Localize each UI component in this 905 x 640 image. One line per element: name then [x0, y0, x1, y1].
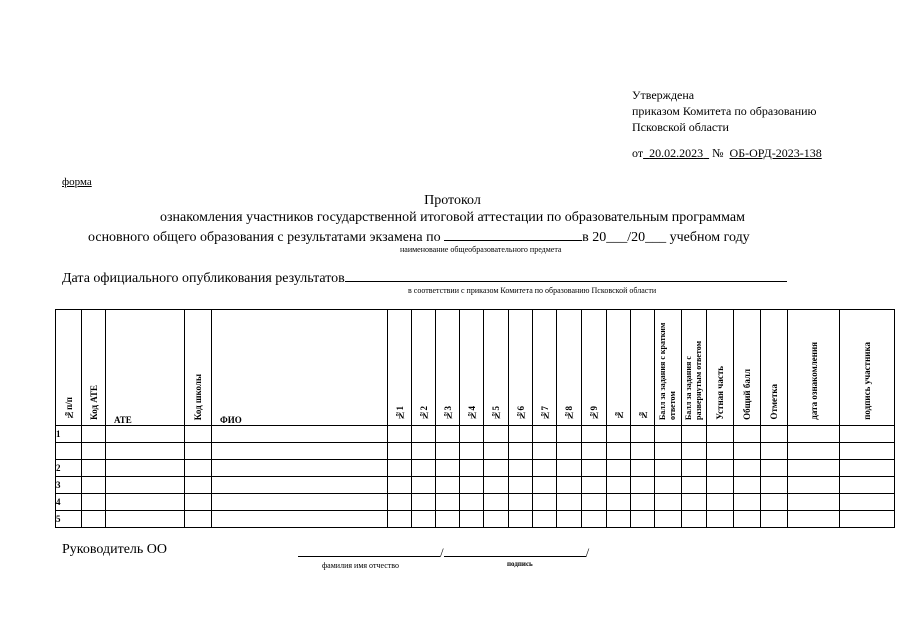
table-cell[interactable]: [607, 460, 631, 477]
table-row: [56, 460, 895, 477]
table-cell[interactable]: [388, 426, 412, 443]
table-cell[interactable]: [106, 511, 185, 528]
name-hint: фамилия имя отчество: [322, 561, 399, 570]
subject-blank[interactable]: [444, 228, 582, 241]
name-blank[interactable]: [298, 544, 440, 557]
col-header-num: №п/п: [56, 310, 82, 426]
table-cell[interactable]: [82, 460, 106, 477]
table-cell[interactable]: [761, 443, 788, 460]
col-header-oral: Устная часть: [707, 310, 734, 426]
signature-line: / /: [298, 544, 589, 561]
col-header-task: №3: [436, 310, 460, 426]
table-cell[interactable]: [682, 443, 707, 460]
order-prefix: от: [632, 146, 644, 160]
table-cell[interactable]: [631, 511, 655, 528]
table-cell[interactable]: [412, 477, 436, 494]
table-cell[interactable]: [631, 460, 655, 477]
table-cell[interactable]: [185, 477, 212, 494]
table-cell[interactable]: [388, 443, 412, 460]
table-cell[interactable]: [460, 494, 484, 511]
table-cell[interactable]: [707, 460, 734, 477]
table-cell[interactable]: [734, 426, 761, 443]
col-header-task: №9: [582, 310, 607, 426]
table-cell[interactable]: [682, 460, 707, 477]
col-header-task: №2: [412, 310, 436, 426]
table-cell[interactable]: [655, 426, 682, 443]
table-cell[interactable]: [582, 426, 607, 443]
table-cell[interactable]: [655, 460, 682, 477]
table-row: [56, 511, 895, 528]
table-cell[interactable]: [582, 477, 607, 494]
table-cell[interactable]: [840, 426, 895, 443]
table-cell[interactable]: [185, 511, 212, 528]
table-cell[interactable]: [607, 494, 631, 511]
table-cell[interactable]: [412, 494, 436, 511]
col-header-school-code: Код школы: [185, 310, 212, 426]
table-cell[interactable]: [682, 477, 707, 494]
table-cell[interactable]: [460, 477, 484, 494]
table-cell[interactable]: [734, 477, 761, 494]
col-header-short-answer: Балл за задания с кратким ответом: [655, 310, 682, 426]
table-cell[interactable]: [607, 426, 631, 443]
table-cell[interactable]: [761, 511, 788, 528]
table-cell[interactable]: [788, 511, 840, 528]
table-cell[interactable]: [607, 443, 631, 460]
table-cell[interactable]: [582, 494, 607, 511]
approval-line: Псковской области: [632, 120, 729, 134]
table-cell[interactable]: [388, 511, 412, 528]
table-cell[interactable]: [761, 426, 788, 443]
table-cell[interactable]: [106, 460, 185, 477]
table-cell[interactable]: [533, 511, 557, 528]
table-cell[interactable]: [533, 443, 557, 460]
table-cell[interactable]: [557, 511, 582, 528]
table-cell[interactable]: [734, 443, 761, 460]
table-cell[interactable]: [682, 426, 707, 443]
protocol-subject-line: основного общего образования с результатами экзамена по в 20___/20___ учебном году: [88, 230, 750, 245]
table-cell[interactable]: [484, 460, 509, 477]
table-cell[interactable]: [484, 443, 509, 460]
col-header-task: №7: [533, 310, 557, 426]
table-cell[interactable]: [761, 494, 788, 511]
table-cell[interactable]: [185, 460, 212, 477]
table-cell[interactable]: [682, 511, 707, 528]
table-cell[interactable]: [582, 443, 607, 460]
subject-hint: наименование общеобразовательного предмета: [400, 245, 562, 254]
table-cell[interactable]: [388, 494, 412, 511]
table-cell[interactable]: [655, 494, 682, 511]
row-number: 4: [56, 494, 82, 511]
table-cell[interactable]: [533, 494, 557, 511]
table-cell[interactable]: [82, 426, 106, 443]
col-header-ate: АТЕ: [106, 310, 185, 426]
col-header-task: №: [631, 310, 655, 426]
table-cell[interactable]: [631, 426, 655, 443]
table-cell[interactable]: [106, 443, 185, 460]
col-header-task: №5: [484, 310, 509, 426]
table-cell[interactable]: [707, 443, 734, 460]
table-cell[interactable]: [212, 494, 388, 511]
table-cell[interactable]: [412, 511, 436, 528]
table-cell[interactable]: [460, 443, 484, 460]
order-reference: [632, 146, 822, 161]
table-cell[interactable]: [388, 477, 412, 494]
approval-block: [632, 87, 817, 135]
table-cell[interactable]: [436, 494, 460, 511]
table-cell[interactable]: [840, 494, 895, 511]
form-label: форма: [62, 176, 92, 188]
col-header-task: №6: [509, 310, 533, 426]
table-cell[interactable]: [82, 511, 106, 528]
table-cell[interactable]: [388, 460, 412, 477]
col-header-total: Общий балл: [734, 310, 761, 426]
table-cell[interactable]: [734, 494, 761, 511]
table-cell[interactable]: [734, 511, 761, 528]
table-cell[interactable]: [212, 511, 388, 528]
table-cell[interactable]: [734, 460, 761, 477]
table-cell[interactable]: [707, 511, 734, 528]
table-cell[interactable]: [788, 426, 840, 443]
col-header-signature: подпись участника: [840, 310, 895, 426]
table-cell[interactable]: [436, 426, 460, 443]
table-cell[interactable]: [484, 494, 509, 511]
results-table: [55, 309, 895, 528]
row-number: 2: [56, 460, 82, 477]
table-cell[interactable]: [557, 426, 582, 443]
table-row: [56, 426, 895, 443]
table-cell[interactable]: [185, 443, 212, 460]
table-cell[interactable]: [840, 477, 895, 494]
col-header-task: №: [607, 310, 631, 426]
table-cell[interactable]: [460, 511, 484, 528]
table-cell[interactable]: [412, 426, 436, 443]
row-number: 3: [56, 477, 82, 494]
table-cell[interactable]: [436, 511, 460, 528]
table-cell[interactable]: [460, 460, 484, 477]
order-date: 20.02.2023: [649, 146, 704, 160]
signature-blank[interactable]: [444, 544, 586, 557]
table-row: [56, 494, 895, 511]
col-header-task: №4: [460, 310, 484, 426]
table-cell[interactable]: [707, 477, 734, 494]
table-cell[interactable]: [655, 443, 682, 460]
publish-date-blank[interactable]: [345, 269, 787, 282]
table-cell[interactable]: [582, 511, 607, 528]
row-number: [56, 443, 82, 460]
table-cell[interactable]: [840, 511, 895, 528]
table-cell[interactable]: [212, 426, 388, 443]
table-cell[interactable]: [484, 426, 509, 443]
table-cell[interactable]: [607, 477, 631, 494]
table-header-row: [56, 310, 895, 426]
table-cell[interactable]: [82, 494, 106, 511]
table-cell[interactable]: [557, 443, 582, 460]
col-header-mark: Отметка: [761, 310, 788, 426]
table-cell[interactable]: [82, 443, 106, 460]
sign-hint: подпись: [507, 560, 533, 568]
table-cell[interactable]: [840, 443, 895, 460]
table-cell[interactable]: [212, 477, 388, 494]
table-cell[interactable]: [655, 477, 682, 494]
table-cell[interactable]: [436, 443, 460, 460]
table-cell[interactable]: [436, 460, 460, 477]
table-cell[interactable]: [106, 426, 185, 443]
table-cell[interactable]: [557, 494, 582, 511]
table-cell[interactable]: [212, 443, 388, 460]
col-header-ack-date: дата ознакомления: [788, 310, 840, 426]
table-row: [56, 477, 895, 494]
table-row: [56, 443, 895, 460]
order-number-label: №: [712, 146, 724, 160]
publish-date-line: [62, 269, 787, 287]
table-cell[interactable]: [840, 460, 895, 477]
table-cell[interactable]: [484, 477, 509, 494]
table-cell[interactable]: [509, 426, 533, 443]
table-cell[interactable]: [707, 426, 734, 443]
table-cell[interactable]: [509, 477, 533, 494]
table-cell[interactable]: [106, 477, 185, 494]
table-cell[interactable]: [460, 426, 484, 443]
table-cell[interactable]: [436, 477, 460, 494]
col-header-fio: ФИО: [212, 310, 388, 426]
table-cell[interactable]: [533, 477, 557, 494]
table-cell[interactable]: [761, 460, 788, 477]
table-cell[interactable]: [185, 426, 212, 443]
table-cell[interactable]: [557, 477, 582, 494]
table-cell[interactable]: [788, 494, 840, 511]
publish-date-label: Дата официального опубликования результатов: [62, 271, 345, 286]
col-header-ate-code: Код АТЕ: [82, 310, 106, 426]
table-cell[interactable]: [788, 477, 840, 494]
table-cell[interactable]: [509, 511, 533, 528]
table-cell[interactable]: [82, 477, 106, 494]
table-cell[interactable]: [509, 443, 533, 460]
table-cell[interactable]: [212, 460, 388, 477]
publish-date-hint: в соответствии с приказом Комитета по образованию Псковской области: [408, 286, 657, 295]
table-cell[interactable]: [788, 460, 840, 477]
table-cell[interactable]: [631, 494, 655, 511]
table-cell[interactable]: [788, 443, 840, 460]
protocol-title: Протокол: [424, 193, 481, 208]
table-cell[interactable]: [707, 494, 734, 511]
approval-line: Утверждена: [632, 88, 695, 102]
approval-line: приказом Комитета по образованию: [632, 104, 817, 118]
table-cell[interactable]: [533, 460, 557, 477]
table-cell[interactable]: [412, 443, 436, 460]
table-cell[interactable]: [412, 460, 436, 477]
table-cell[interactable]: [533, 426, 557, 443]
table-cell[interactable]: [607, 511, 631, 528]
col-header-extended-answer: Балл за задания с развернутым ответом: [682, 310, 707, 426]
table-cell[interactable]: [631, 477, 655, 494]
head-label: Руководитель ОО: [62, 542, 168, 557]
row-number: 1: [56, 426, 82, 443]
table-cell[interactable]: [106, 494, 185, 511]
protocol-subtitle: ознакомления участников государственной итоговой аттестации по образовательным программам: [160, 210, 745, 225]
table-cell[interactable]: [631, 443, 655, 460]
table-cell[interactable]: [582, 460, 607, 477]
table-cell[interactable]: [509, 460, 533, 477]
table-cell[interactable]: [484, 511, 509, 528]
order-number: ОБ-ОРД-2023-138: [729, 146, 822, 160]
table-cell[interactable]: [557, 460, 582, 477]
col-header-task: №8: [557, 310, 582, 426]
table-cell[interactable]: [509, 494, 533, 511]
table-cell[interactable]: [185, 494, 212, 511]
table-cell[interactable]: [655, 511, 682, 528]
row-number: 5: [56, 511, 82, 528]
col-header-task: №1: [388, 310, 412, 426]
table-cell[interactable]: [682, 494, 707, 511]
table-cell[interactable]: [761, 477, 788, 494]
